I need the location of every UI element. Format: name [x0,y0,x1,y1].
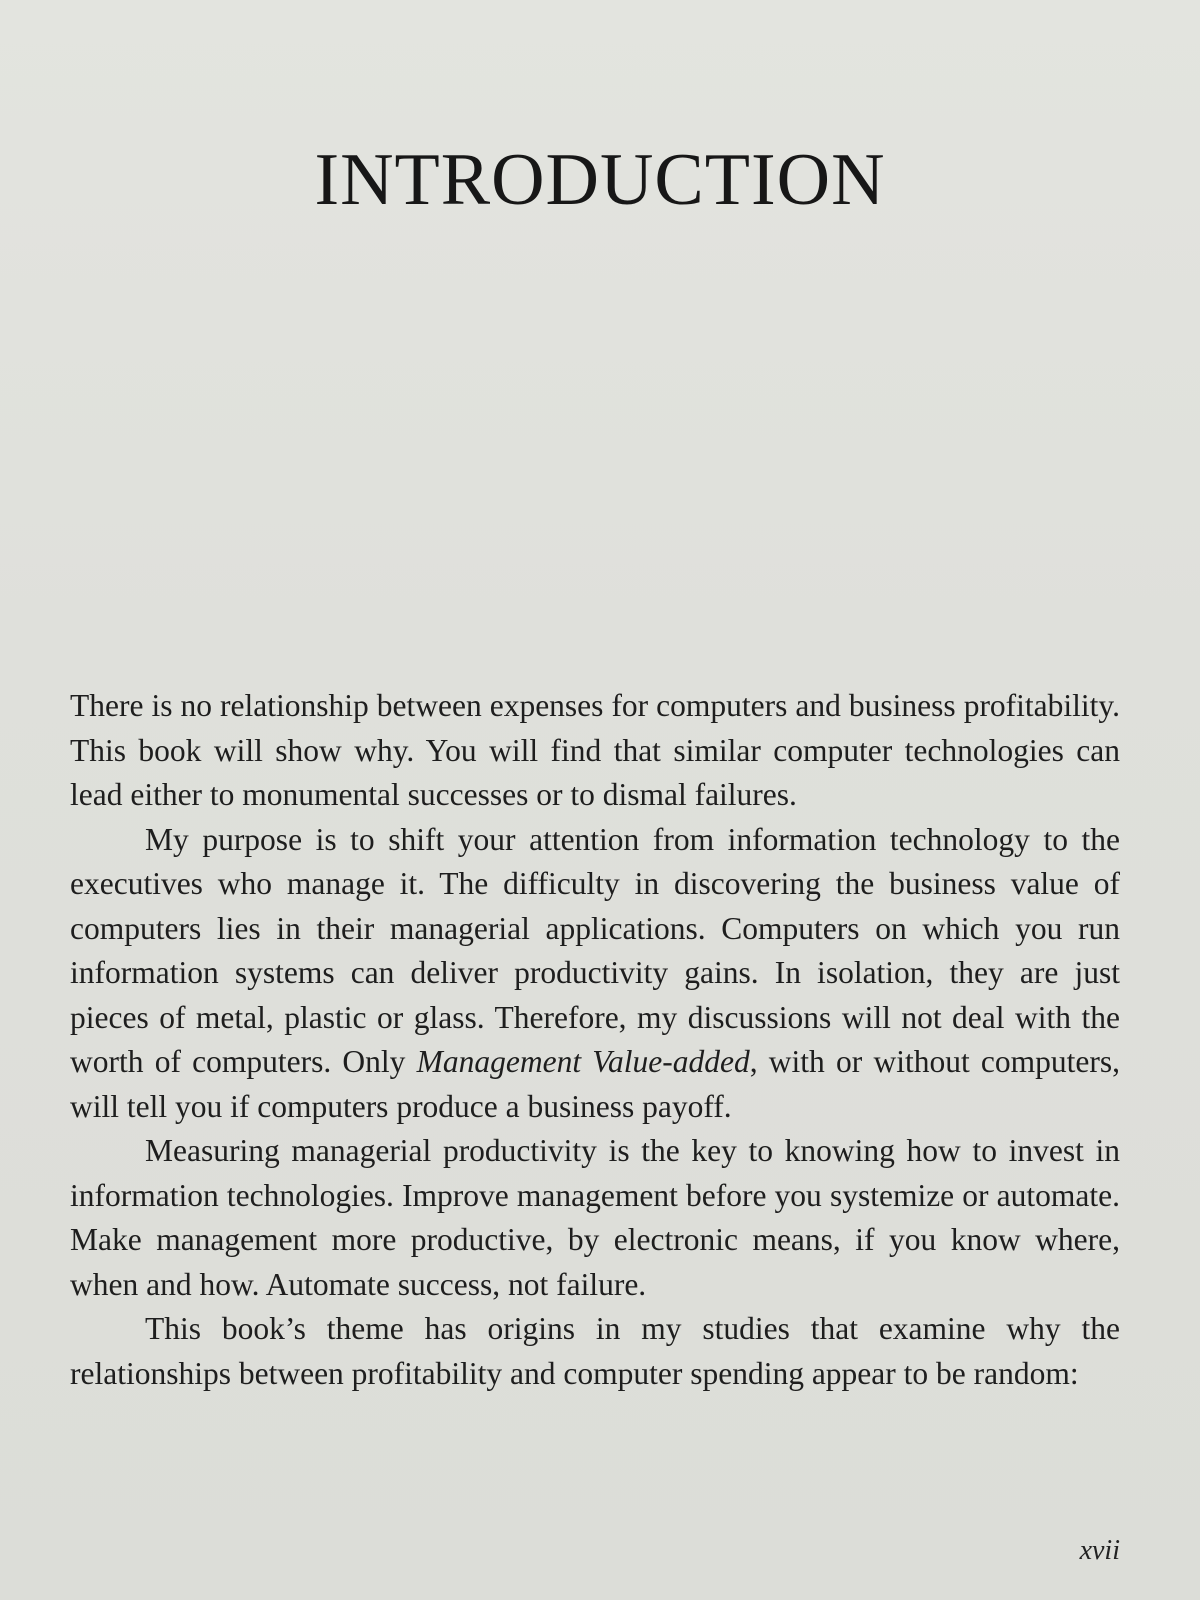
chapter-title: INTRODUCTION [314,139,886,221]
page-number: xvii [1079,1535,1120,1566]
text-segment: This book’s theme has origins in my studies that examine why the relationships between profitability and computer spending appear to be random: [70,1311,1120,1391]
text-segment: There is no relationship between expenses for computers and business profitability. This book will show why. You will find that similar computer technologies can lead either to monumental successes or to dismal failures. [70,688,1120,812]
text-segment: , with or without computers, will tell you if computers produce a business payoff. [70,1044,1120,1124]
text-segment: My purpose is to shift your attention from information technology to the executives who manage it. The difficulty in discovering the business value of computers lies in their managerial applications. Computers on which you run information systems can deliver productivity gains. In isolation, they are just pieces of metal, plastic or glass. Therefore, my discussions will not deal with the worth of computers. Only [70,821,1120,1079]
paragraph-3 [70,1129,1120,1307]
emphasis-management-value-added: Management Value-added [416,1044,750,1079]
body-text [70,684,1120,1396]
paragraph-4 [70,1307,1120,1396]
text-segment: Measuring managerial productivity is the key to knowing how to invest in information technologies. Improve management before you systemize or automate. Make management more productive, by electronic means, if you know where, when and how. Automate success, not failure. [70,1133,1120,1302]
paragraph-2 [70,818,1120,1130]
paragraph-1 [70,684,1120,818]
